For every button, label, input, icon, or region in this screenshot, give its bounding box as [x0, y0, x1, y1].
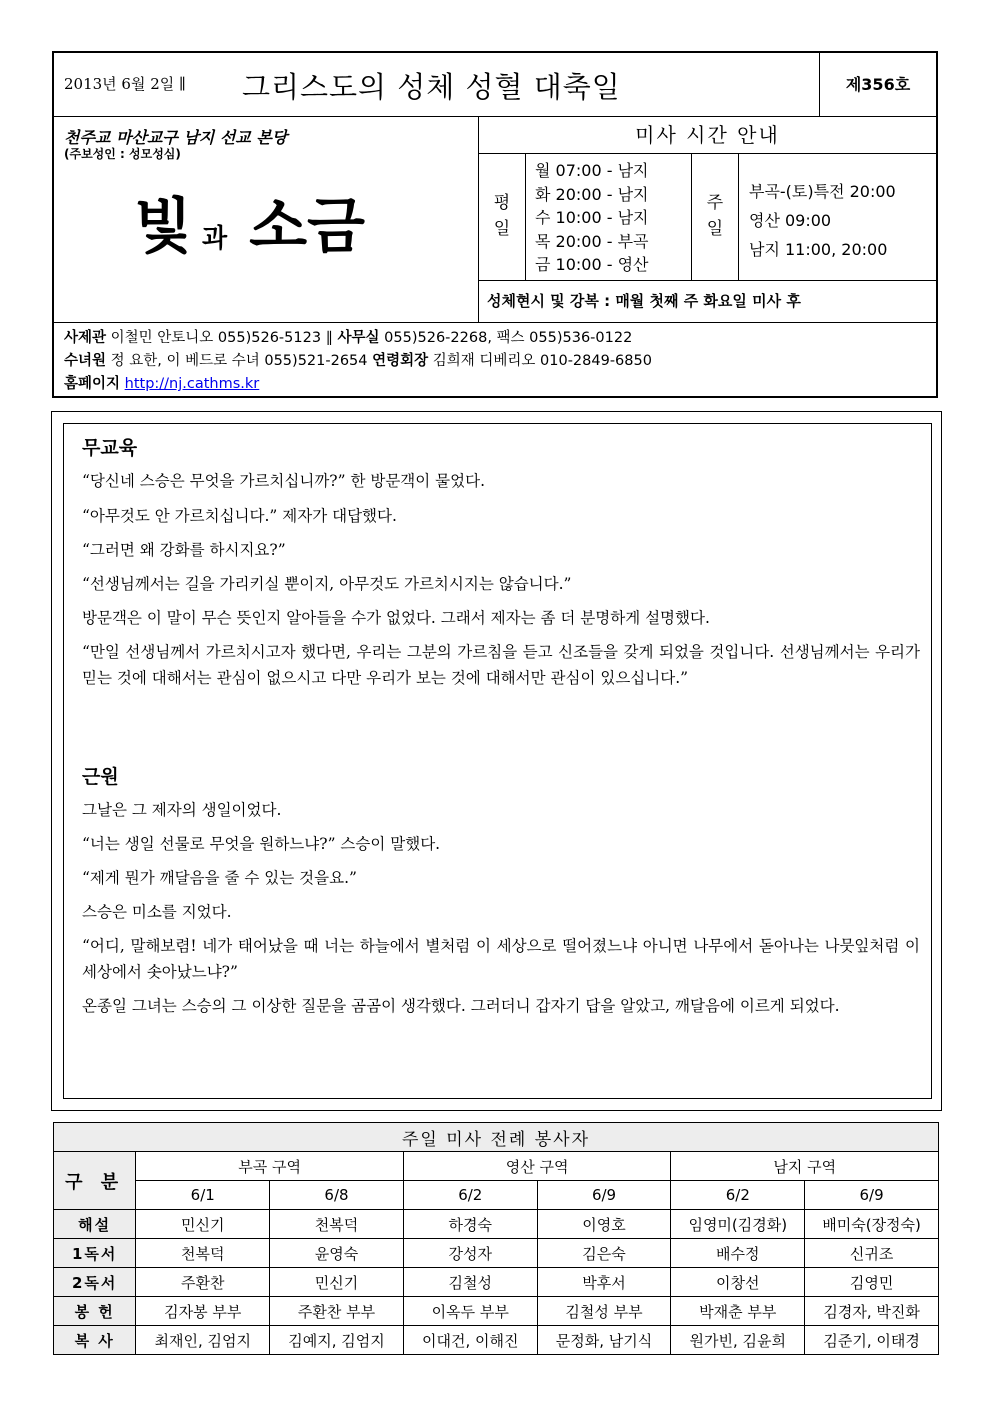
table-title-row [54, 1123, 939, 1152]
title-light: 빛 [134, 192, 192, 262]
weekday-label-char: 평 [493, 193, 511, 213]
header-top-row [54, 53, 936, 117]
table-cell: 김은숙 [537, 1239, 671, 1268]
bulletin-title [134, 179, 365, 265]
role-cell: 1독서 [54, 1239, 136, 1268]
paragraph: “아무것도 안 가르치십니다.” 제자가 대답했다. [82, 507, 397, 525]
date-cell: 6/1 [136, 1181, 270, 1210]
table-title: 주일 미사 전례 봉사자 [54, 1123, 939, 1152]
role-cell: 복 사 [54, 1326, 136, 1355]
table-cell: 박재춘 부부 [671, 1297, 805, 1326]
date-row [54, 1181, 939, 1210]
table-cell: 윤영숙 [270, 1239, 404, 1268]
mass-schedule-heading: 미사 시간 안내 [479, 117, 936, 154]
contact-line-1 [64, 327, 936, 350]
bulletin-date: 2013년 6월 2일 ∥ [64, 75, 186, 93]
role-cell: 해설 [54, 1210, 136, 1239]
table-cell: 배수정 [671, 1239, 805, 1268]
adoration-notice: 성체현시 및 강복 : 매월 첫째 주 화요일 미사 후 [487, 292, 801, 310]
table-row [54, 1326, 939, 1355]
table-cell: 민신기 [136, 1210, 270, 1239]
title-and: 과 [201, 224, 228, 254]
table-cell: 김자봉 부부 [136, 1297, 270, 1326]
section-title: 근원 [82, 766, 119, 788]
issue-number: 제356호 [819, 53, 936, 117]
table-cell: 주환찬 [136, 1268, 270, 1297]
table-cell: 김철성 [403, 1268, 537, 1297]
table-cell: 하경숙 [403, 1210, 537, 1239]
paragraph: “당신네 스승은 무엇을 가르치십니까?” 한 방문객이 물었다. [82, 472, 486, 490]
table-cell: 원가빈, 김윤희 [671, 1326, 805, 1355]
contact-info [54, 322, 936, 398]
paragraph: “제게 뭔가 깨달음을 줄 수 있는 것을요.” [82, 869, 357, 887]
weekday-mass-item: 월 07:00 - 남지 [535, 161, 649, 180]
patron-saint: (주보성인 : 성모성심) [64, 147, 181, 161]
table-cell: 강성자 [403, 1239, 537, 1268]
date-cell: 6/2 [671, 1181, 805, 1210]
table-cell: 이영호 [537, 1210, 671, 1239]
weekday-label-char: 일 [493, 219, 511, 239]
date-cell: 6/2 [403, 1181, 537, 1210]
section-title: 무교육 [82, 437, 138, 459]
table-cell: 김철성 부부 [537, 1297, 671, 1326]
table-cell: 신귀조 [805, 1239, 939, 1268]
paragraph: “그러면 왜 강화를 하시지요?” [82, 541, 286, 559]
mass-schedule [479, 117, 936, 322]
table-cell: 천복덕 [270, 1210, 404, 1239]
feast-title: 그리스도의 성체 성혈 대축일 [242, 70, 621, 104]
weekday-mass-item: 목 20:00 - 부곡 [535, 231, 649, 251]
date-cell: 6/9 [805, 1181, 939, 1210]
date-cell: 6/9 [537, 1181, 671, 1210]
sunday-mass-list [739, 154, 936, 281]
weekday-mass-list [526, 154, 692, 281]
table-cell: 김준기, 이태경 [805, 1326, 939, 1355]
funeral-society-info: 김희재 디베리오 010-2849-6850 [428, 353, 652, 369]
table-cell: 이대건, 이해진 [403, 1326, 537, 1355]
table-cell: 주환찬 부부 [270, 1297, 404, 1326]
table-row [54, 1268, 939, 1297]
table-cell: 이창선 [671, 1268, 805, 1297]
region-header: 남지 구역 [671, 1152, 939, 1181]
article-box [63, 423, 932, 1099]
table-row [54, 1239, 939, 1268]
sunday-mass-item: 남지 11:00, 20:00 [749, 240, 888, 259]
table-cell: 민신기 [270, 1268, 404, 1297]
paragraph: 스승은 미소를 지었다. [82, 903, 232, 921]
masthead [54, 117, 479, 322]
region-header: 부곡 구역 [136, 1152, 404, 1181]
paragraph: “선생님께서는 길을 가리키실 뿐이지, 아무것도 가르치시지는 않습니다.” [82, 575, 572, 593]
table-cell: 김경자, 박진화 [805, 1297, 939, 1326]
article-frame [51, 411, 942, 1111]
date-cell: 6/8 [270, 1181, 404, 1210]
rectory-label: 사제관 [64, 330, 107, 346]
paragraph: 그날은 그 제자의 생일이었다. [82, 801, 282, 819]
table-cell: 임영미(김경화) [671, 1210, 805, 1239]
paragraph: 온종일 그녀는 스승의 그 이상한 질문을 곰곰이 생각했다. 그러더니 갑자기 답을 알았고, 깨달음에 이르게 되었다. [82, 997, 840, 1015]
table-cell: 천복덕 [136, 1239, 270, 1268]
sunday-mass-item: 영산 09:00 [749, 211, 832, 230]
weekday-mass-item: 금 10:00 - 영산 [535, 255, 649, 274]
weekday-mass-item: 화 20:00 - 남지 [535, 184, 649, 204]
sunday-label [692, 154, 739, 281]
table-cell: 문정화, 남기식 [537, 1326, 671, 1355]
weekday-label [479, 154, 526, 281]
table-row [54, 1297, 939, 1326]
role-cell: 봉 헌 [54, 1297, 136, 1326]
weekday-mass-item: 수 10:00 - 남지 [535, 208, 649, 227]
paragraph: “너는 생일 선물로 무엇을 원하느냐?” 스승이 말했다. [82, 835, 441, 853]
contact-line-3 [64, 373, 936, 396]
title-salt: 소금 [249, 192, 366, 262]
funeral-society-label: 연령회장 [372, 353, 429, 369]
region-header: 영산 구역 [403, 1152, 671, 1181]
table-cell: 최재인, 김엄지 [136, 1326, 270, 1355]
paragraph: “만일 선생님께서 가르치시고자 했다면, 우리는 그분의 가르침을 듣고 신조들을 갖게 되었을 것입니다. 선생님께서는 우리가 믿는 것에 대해서는 관심이 없으시고 다만 우리가 보는 것에 대해서만 관심이 있으십니다.” [82, 643, 920, 687]
office-label: 사무실 [337, 330, 380, 346]
sunday-label-char: 주 [706, 193, 724, 213]
convent-info: 정 요한, 이 베드로 수녀 055)521-2654 [106, 353, 373, 369]
table-row [54, 1210, 939, 1239]
table-cell: 김영민 [805, 1268, 939, 1297]
sunday-label-char: 일 [706, 219, 724, 239]
sunday-mass-item: 부곡-(토)특전 20:00 [749, 182, 896, 201]
corner-cell: 구 분 [54, 1152, 136, 1210]
parish-name: 천주교 마산교구 남지 선교 본당 [64, 128, 288, 147]
paragraph: 방문객은 이 말이 무슨 뜻인지 알아들을 수가 없었다. 그래서 제자는 좀 더 분명하게 설명했다. [82, 609, 710, 627]
role-cell: 2독서 [54, 1268, 136, 1297]
table-cell: 배미숙(장정숙) [805, 1210, 939, 1239]
paragraph: “어디, 말해보렴! 네가 태어났을 때 너는 하늘에서 별처럼 이 세상으로 떨어졌느냐 아니면 나무에서 돋아나는 나뭇잎처럼 이 세상에서 솟아났느냐?” [82, 937, 920, 981]
table-cell: 김예지, 김엄지 [270, 1326, 404, 1355]
office-info: 055)526-2268, 팩스 055)536-0122 [379, 330, 633, 346]
bulletin-header [52, 51, 938, 398]
contact-line-2 [64, 350, 936, 373]
homepage-link[interactable]: http://nj.cathms.kr [124, 376, 260, 392]
region-row [54, 1152, 939, 1181]
table-cell: 이옥두 부부 [403, 1297, 537, 1326]
convent-label: 수녀원 [64, 353, 107, 369]
homepage-label: 홈페이지 [64, 376, 121, 392]
liturgy-servers-table [53, 1122, 939, 1355]
table-cell: 박후서 [537, 1268, 671, 1297]
rectory-info: 이철민 안토니오 055)526-5123 ∥ [106, 330, 338, 346]
